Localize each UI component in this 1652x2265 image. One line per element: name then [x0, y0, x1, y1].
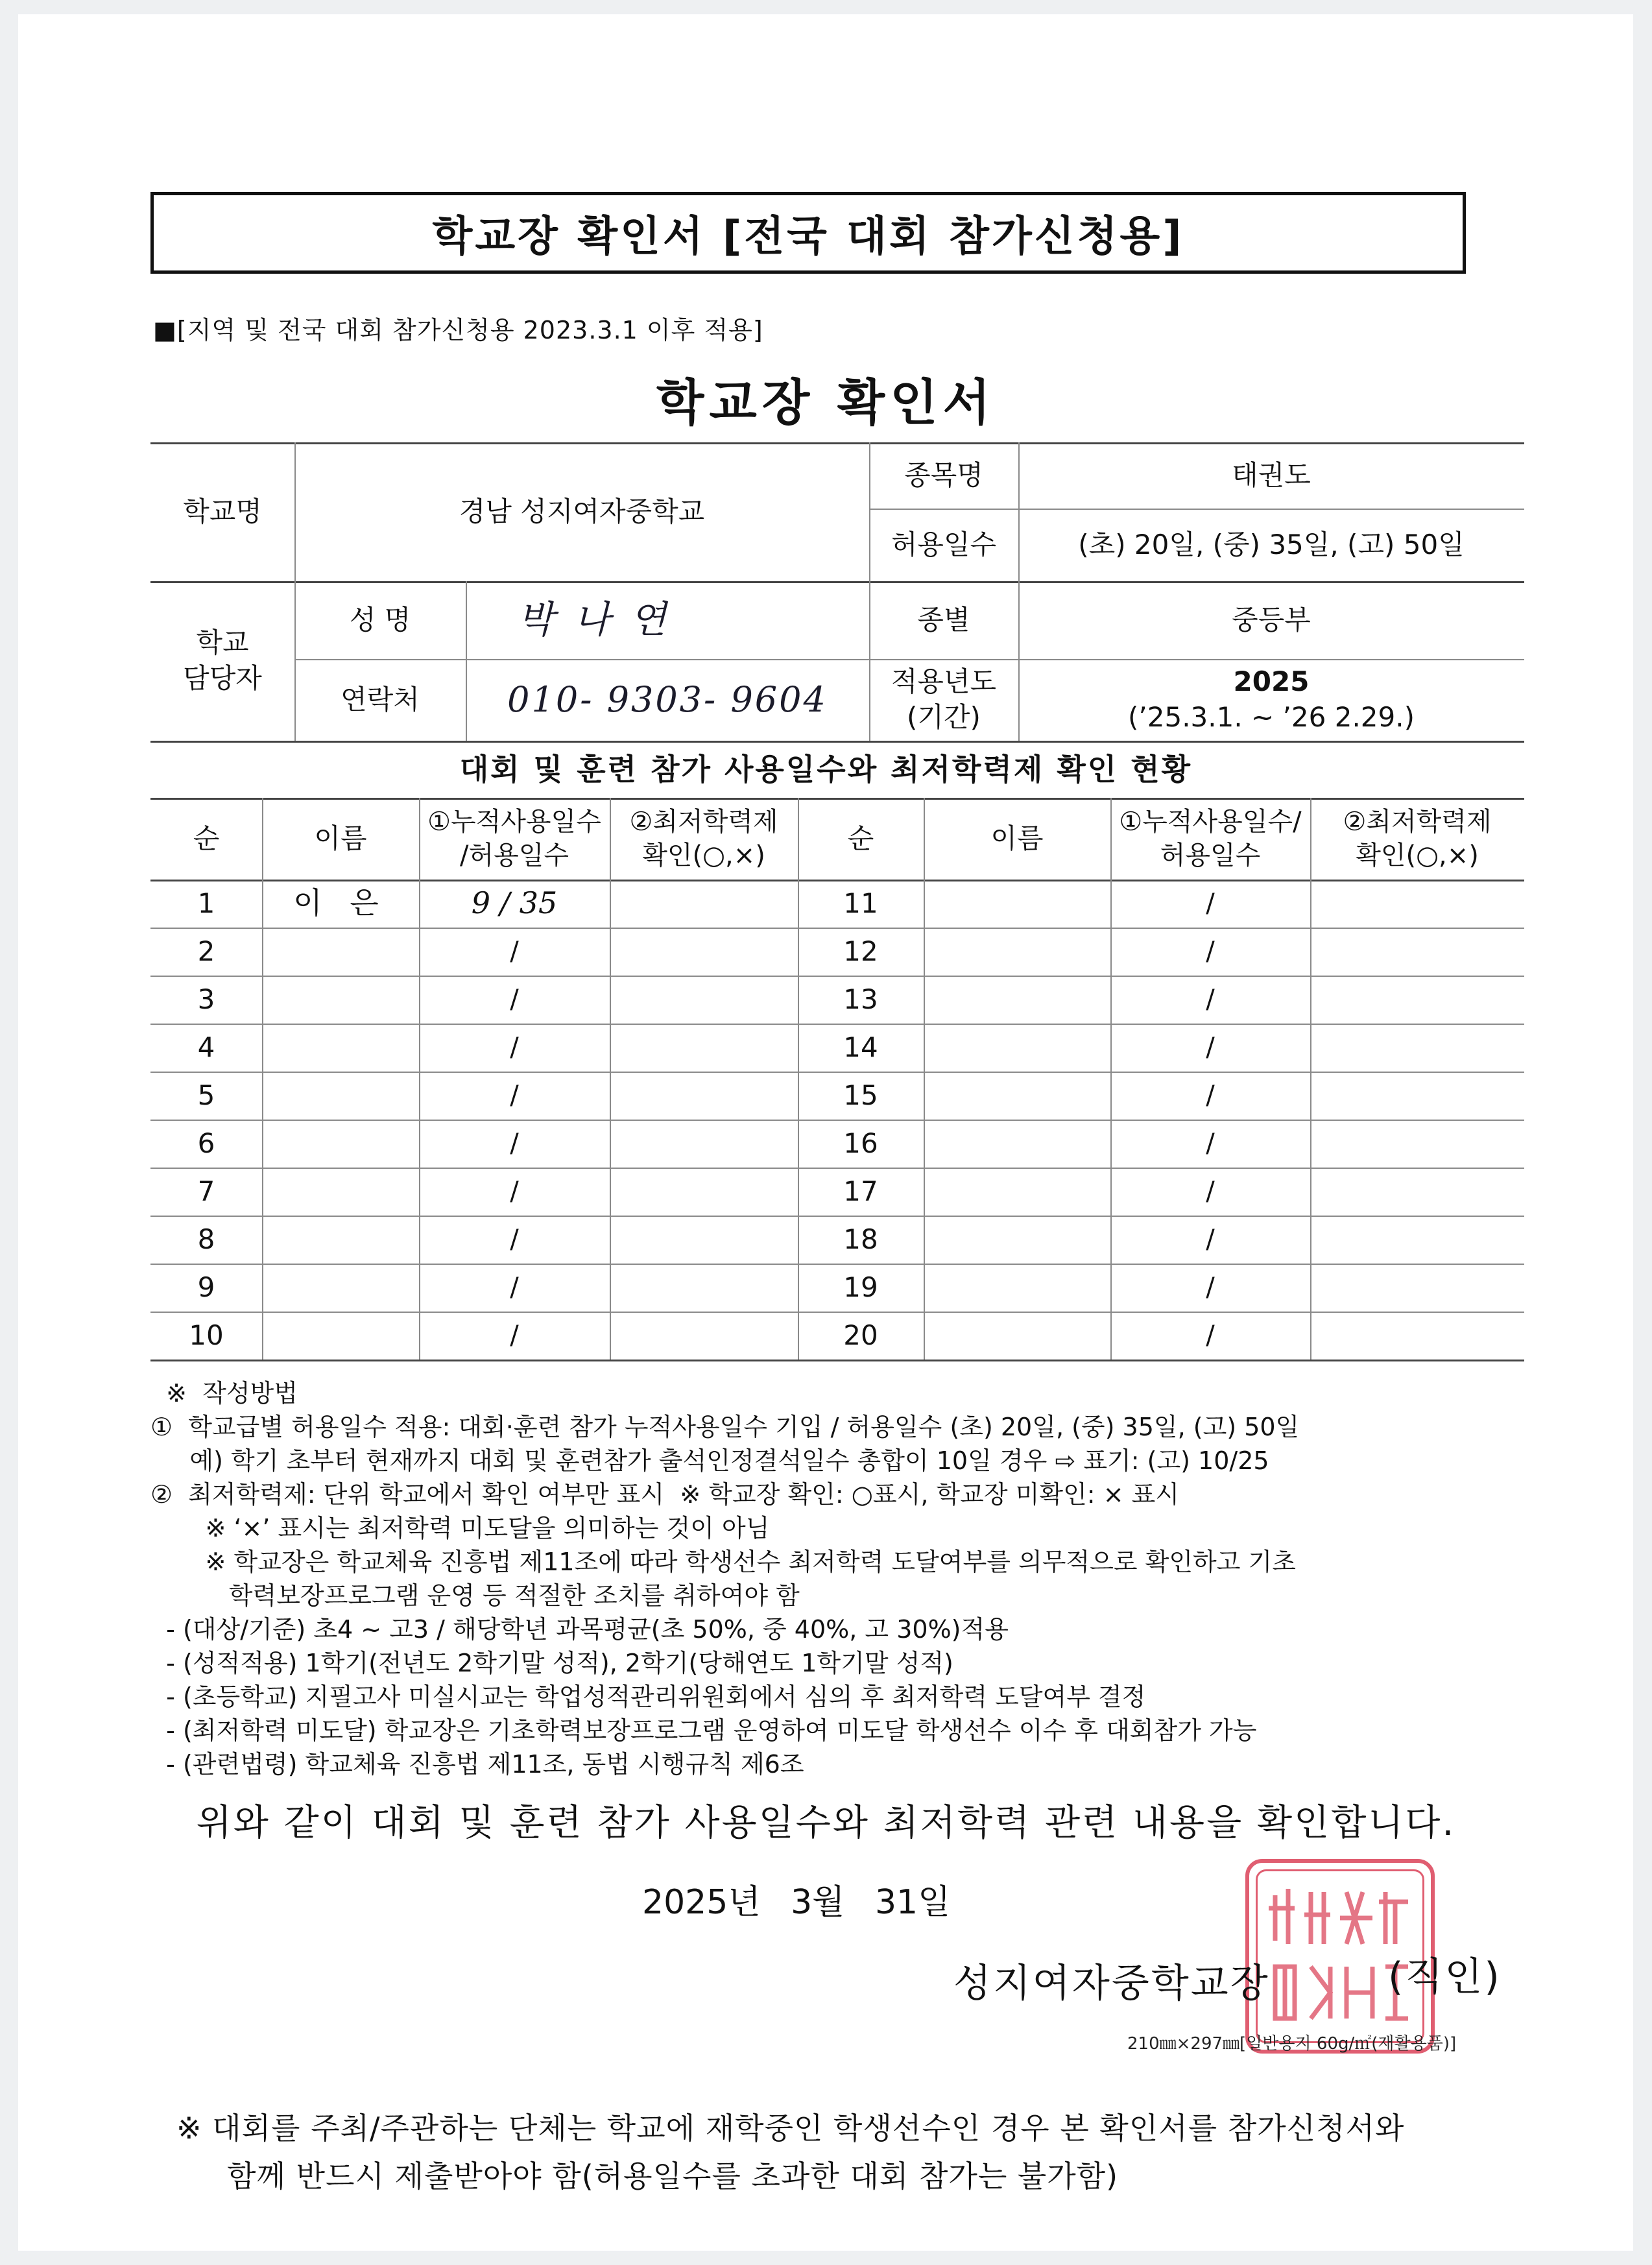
row-used-days: /: [1206, 1273, 1215, 1302]
row-academic-check: [1310, 880, 1524, 928]
row-used-days: /: [510, 1033, 519, 1062]
row-academic-check: [1310, 1312, 1524, 1360]
header-academic-right: [1310, 798, 1524, 880]
header-academic-left: [610, 798, 798, 880]
row-academic-check: [610, 928, 798, 976]
row-number: 4: [197, 1031, 215, 1063]
confirmation-statement: 위와 같이 대회 및 훈련 참가 사용일수와 최저학력 관련 내용을 확인합니다.: [196, 1802, 1456, 1844]
year-label-line1: 적용년도: [891, 665, 997, 698]
footnote-line1: ※ 대회를 주최/주관하는 단체는 학교에 재학중인 학생선수인 경우 본 확인서를 참가신청서와: [176, 2111, 1405, 2146]
row-academic-check: [610, 1312, 798, 1360]
row-academic-check: [610, 1264, 798, 1312]
header-no-left: 순: [193, 822, 220, 854]
row-name: [262, 1312, 419, 1360]
header-days-left: [419, 798, 610, 880]
row-number: 8: [197, 1223, 215, 1255]
instruction-line: ※ 학교장은 학교체육 진흥법 제11조에 따라 학생선수 최저학력 도달여부를 의무적으로 확인하고 기초: [150, 1548, 1296, 1576]
header-name-right: 이름: [990, 822, 1044, 854]
instruction-line: 예) 학기 초부터 현재까지 대회 및 훈련참가 출석인정결석일수 총합이 10일 경우 ⇨ 표기: (고) 10/25: [150, 1446, 1269, 1475]
row-name: [262, 1216, 419, 1264]
row-academic-check: [610, 1024, 798, 1072]
instruction-line: - (성적적용) 1학기(전년도 2학기말 성적), 2학기(당해연도 1학기말 성적): [150, 1649, 953, 1677]
row-name: [924, 1024, 1110, 1072]
issue-date: 2025년 3월 31일: [642, 1883, 951, 1922]
row-number: 7: [197, 1175, 215, 1207]
row-academic-check: [1310, 928, 1524, 976]
row-number: 14: [843, 1031, 878, 1063]
header-days-right: [1110, 798, 1310, 880]
row-academic-check: [610, 1216, 798, 1264]
header-days-left-line1: ①누적사용일수: [427, 807, 601, 837]
row-academic-check: [610, 1168, 798, 1216]
row-number: 12: [843, 935, 878, 967]
contact-handwritten: 010- 9303- 9604: [507, 678, 828, 720]
header-days-right-line1: ①누적사용일수/: [1119, 807, 1302, 837]
application-note: ■[지역 및 전국 대회 참가신청용 2023.3.1 이후 적용]: [153, 316, 763, 344]
header-name-left: 이름: [314, 822, 367, 854]
year-value: [1018, 659, 1524, 741]
row-used-days: /: [1206, 937, 1215, 966]
header-academic-right-line2: 확인(○,×): [1356, 841, 1479, 870]
row-name: [262, 1168, 419, 1216]
row-name: [924, 976, 1110, 1024]
instruction-line: - (최저학력 미도달) 학교장은 기초학력보장프로그램 운영하여 미도달 학생선수 이수 후 대회참가 가능: [150, 1716, 1257, 1745]
row-number: 11: [843, 887, 878, 919]
row-number: 18: [843, 1223, 878, 1255]
row-academic-check: [610, 880, 798, 928]
row-academic-check: [610, 976, 798, 1024]
row-used-days: /: [510, 985, 519, 1014]
row-used-days: /: [510, 1177, 519, 1206]
year-label: [869, 659, 1018, 741]
manager-label-line2: 담당자: [183, 662, 262, 694]
instruction-line: - (대상/기준) 초4 ~ 고3 / 해당학년 과목평균(초 50%, 중 40%, 고 30%)적용: [150, 1615, 1009, 1644]
row-academic-check: [1310, 1120, 1524, 1168]
allowed-days-label: 허용일수: [891, 528, 997, 560]
instruction-line: ② 최저학력제: 단위 학교에서 확인 여부만 표시 ※ 학교장 확인: ○표시, 학교장 미확인: × 표시: [150, 1480, 1180, 1509]
row-name: [262, 1072, 419, 1120]
row-used-days: /: [1206, 1129, 1215, 1158]
row-name: [262, 1264, 419, 1312]
name-label: 성 명: [349, 603, 411, 636]
header-days-right-line2: 허용일수: [1160, 841, 1261, 870]
row-number: 1: [197, 887, 215, 919]
row-number: 3: [197, 983, 215, 1015]
sport-label: 종목명: [904, 459, 983, 491]
header-academic-left-line1: ②최저학력제: [629, 807, 778, 837]
instruction-line: ※ 작성방법: [150, 1379, 298, 1408]
row-used-days: /: [510, 937, 519, 966]
section-title: 대회 및 훈련 참가 사용일수와 최저학력제 확인 현황: [459, 752, 1193, 787]
row-name: [262, 976, 419, 1024]
row-number: 15: [843, 1079, 878, 1111]
division-value: 중등부: [1232, 603, 1311, 636]
header-title: 학교장 확인서 [전국 대회 참가신청용]: [150, 192, 1466, 274]
principal-title: 성지여자중학교장: [953, 1961, 1270, 2006]
row-name: [924, 1120, 1110, 1168]
row-used-days: 9 / 35: [471, 885, 558, 921]
instruction-line: ① 학교급별 허용일수 적용: 대회·훈련 참가 누적사용일수 기입 / 허용일수 (초) 20일, (중) 35일, (고) 50일: [150, 1413, 1300, 1441]
row-number: 10: [189, 1319, 224, 1351]
row-name: [924, 1072, 1110, 1120]
row-used-days: /: [1206, 889, 1215, 918]
header-academic-left-line2: 확인(○,×): [642, 841, 765, 870]
row-number: 9: [197, 1271, 215, 1303]
row-number: 13: [843, 983, 878, 1015]
footnote-line2: 함께 반드시 제출받아야 함(허용일수를 초과한 대회 참가는 불가함): [176, 2159, 1119, 2194]
row-name: [924, 1312, 1110, 1360]
manager-label-line1: 학교: [196, 627, 249, 659]
row-used-days: /: [1206, 1033, 1215, 1062]
row-number: 16: [843, 1127, 878, 1159]
footnote: [176, 2104, 1404, 2200]
header-no-right: 순: [847, 822, 874, 854]
row-academic-check: [1310, 976, 1524, 1024]
sport-value: 태권도: [1232, 459, 1311, 491]
row-academic-check: [1310, 1168, 1524, 1216]
instruction-line: 학력보장프로그램 운영 등 적절한 조치를 취하여야 함: [150, 1581, 800, 1610]
row-number: 20: [843, 1319, 878, 1351]
row-used-days: /: [1206, 1081, 1215, 1110]
header-days-left-line2: /허용일수: [459, 841, 569, 870]
row-academic-check: [1310, 1264, 1524, 1312]
manager-name-handwritten: 박 나 연: [518, 597, 670, 642]
seal-label: (직인): [1388, 1954, 1502, 2000]
row-name: [262, 1120, 419, 1168]
row-used-days: /: [510, 1321, 519, 1350]
row-name: [924, 928, 1110, 976]
row-academic-check: [1310, 1216, 1524, 1264]
instruction-line: - (초등학교) 지필고사 미실시교는 학업성적관리위원회에서 심의 후 최저학력 도달여부 결정: [150, 1683, 1146, 1711]
row-used-days: /: [1206, 985, 1215, 1014]
header-academic-right-line1: ②최저학력제: [1343, 807, 1492, 837]
row-used-days: /: [1206, 1225, 1215, 1254]
year-value-period: (’25.3.1. ~ ’26 2.29.): [1128, 701, 1415, 733]
row-name: [924, 1216, 1110, 1264]
row-name: [262, 928, 419, 976]
instruction-line: - (관련법령) 학교체육 진흥법 제11조, 동법 시행규칙 제6조: [150, 1750, 804, 1779]
year-label-line2: (기간): [907, 701, 981, 733]
row-academic-check: [610, 1120, 798, 1168]
contact-label: 연락처: [341, 683, 420, 715]
manager-label: [150, 581, 294, 741]
division-label: 종별: [917, 603, 970, 636]
row-academic-check: [1310, 1024, 1524, 1072]
row-number: 5: [197, 1079, 215, 1111]
year-value-year: 2025: [1233, 665, 1310, 698]
school-value: 경남 성지여자중학교: [459, 495, 705, 527]
row-number: 2: [197, 935, 215, 967]
row-used-days: /: [510, 1129, 519, 1158]
row-used-days: /: [510, 1273, 519, 1302]
paper-spec: 210㎜×297㎜[일반용지 60g/㎡(재활용품)]: [1127, 2034, 1457, 2054]
row-academic-check: [610, 1072, 798, 1120]
row-used-days: /: [1206, 1177, 1215, 1206]
row-used-days: /: [1206, 1321, 1215, 1350]
row-name: 이 은: [293, 885, 388, 921]
main-title: 학교장 확인서: [656, 374, 996, 431]
row-name: [924, 880, 1110, 928]
row-name: [924, 1264, 1110, 1312]
row-number: 6: [197, 1127, 215, 1159]
allowed-days-value: (초) 20일, (중) 35일, (고) 50일: [1078, 528, 1465, 560]
row-name: [924, 1168, 1110, 1216]
school-label: 학교명: [183, 495, 262, 527]
row-used-days: /: [510, 1225, 519, 1254]
instruction-line: ※ ‘×’ 표시는 최저학력 미도달을 의미하는 것이 아님: [150, 1514, 770, 1542]
row-name: [262, 1024, 419, 1072]
row-academic-check: [1310, 1072, 1524, 1120]
row-used-days: /: [510, 1081, 519, 1110]
row-number: 19: [843, 1271, 878, 1303]
row-number: 17: [843, 1175, 878, 1207]
